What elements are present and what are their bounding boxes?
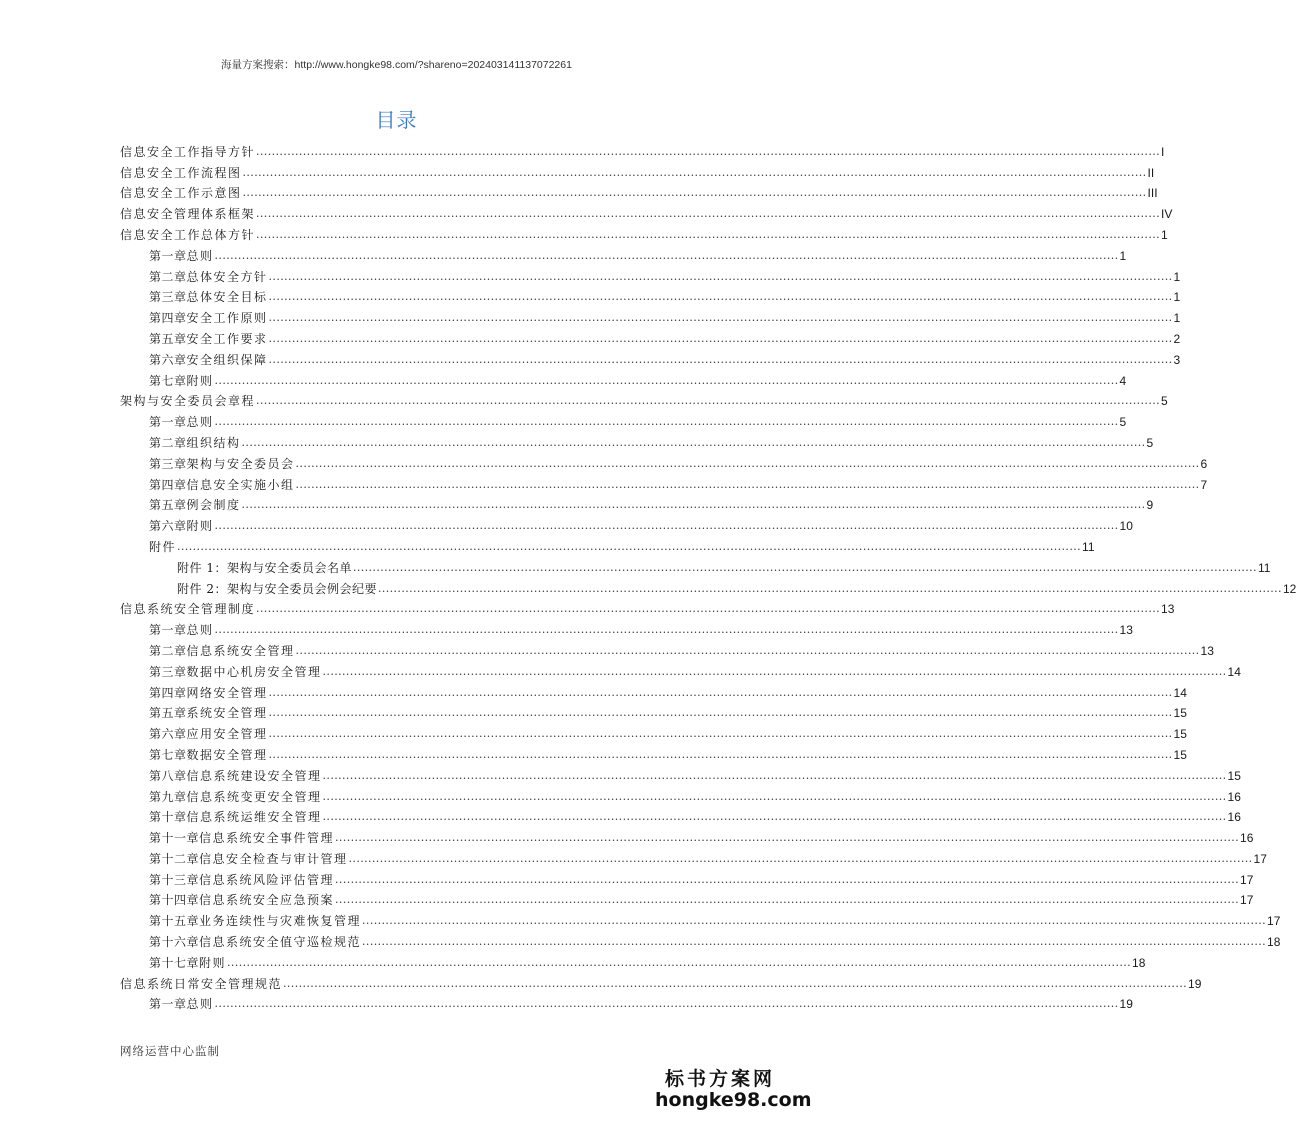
toc-page-number: 15 <box>1173 727 1187 742</box>
logo-en-text: hongke98.com <box>655 1089 812 1111</box>
toc-entry[interactable] <box>120 907 1281 929</box>
toc-page-number: 7 <box>1200 477 1208 492</box>
toc-entry[interactable] <box>120 845 1267 866</box>
toc-chapter-number: 第一章 <box>149 997 187 1012</box>
toc-entry[interactable] <box>120 554 1271 575</box>
toc-entry-title: 例会制度 <box>186 498 241 513</box>
toc-chapter-number: 第十三章 <box>149 872 200 887</box>
toc-entry-title: 数据安全管理 <box>186 747 268 762</box>
toc-page-number: 16 <box>1240 831 1254 846</box>
toc-entry-title: 信息安全工作指导方针 <box>120 144 256 159</box>
toc-entry[interactable] <box>120 284 1181 305</box>
toc-leader-dots <box>242 498 1146 512</box>
toc-chapter-number: 第一章 <box>149 415 187 430</box>
toc-entry-title: 附件 2：架构与安全委员会例会纪要 <box>177 581 377 596</box>
toc-leader-dots <box>269 748 1173 762</box>
toc-entry[interactable] <box>120 762 1241 783</box>
toc-entry-title: 总则 <box>186 997 214 1012</box>
toc-entry[interactable] <box>120 596 1175 617</box>
toc-page-number: 15 <box>1173 747 1187 762</box>
toc-entry-title: 附则 <box>186 519 214 534</box>
toc-page-number: 10 <box>1119 519 1133 534</box>
toc-leader-dots <box>256 228 1160 242</box>
toc-entry[interactable] <box>120 783 1241 804</box>
toc-chapter-number: 第三章 <box>149 290 187 305</box>
toc-leader-dots <box>215 997 1119 1011</box>
toc-entry[interactable] <box>120 242 1127 263</box>
toc-leader-dots <box>243 166 1147 180</box>
toc-page-number: 14 <box>1227 664 1241 679</box>
toc-entry[interactable] <box>120 367 1127 388</box>
toc-entry-title: 信息系统安全值守巡检规范 <box>199 935 362 950</box>
toc-page-number: 14 <box>1173 685 1187 700</box>
toc-entry-title: 数据中心机房安全管理 <box>186 664 322 679</box>
toc-page-number: 2 <box>1173 331 1181 346</box>
toc-entry-title: 安全工作要求 <box>186 331 268 346</box>
toc-leader-dots <box>215 519 1119 533</box>
toc-entry[interactable] <box>120 388 1168 409</box>
toc-leader-dots <box>269 290 1173 304</box>
toc-page-number: III <box>1147 186 1158 201</box>
toc-page-number: 18 <box>1267 935 1281 950</box>
toc-page-number: I <box>1161 144 1165 159</box>
toc-entry[interactable] <box>120 159 1155 180</box>
toc-chapter-number: 第五章 <box>149 706 187 721</box>
toc-entry-title: 信息系统安全管理 <box>186 643 295 658</box>
toc-chapter-number: 第五章 <box>149 331 187 346</box>
toc-entry-title: 信息安全工作总体方针 <box>120 227 256 242</box>
toc-page-number: 11 <box>1257 560 1271 575</box>
toc-entry[interactable] <box>120 700 1187 721</box>
toc-entry-title: 总则 <box>186 623 214 638</box>
toc-entry[interactable] <box>120 180 1158 201</box>
toc-entry[interactable] <box>120 138 1165 159</box>
toc-chapter-number: 第四章 <box>149 685 187 700</box>
toc-entry[interactable] <box>120 512 1133 534</box>
toc-entry[interactable] <box>120 720 1187 742</box>
toc-chapter-number: 第十五章 <box>149 914 200 929</box>
toc-entry[interactable] <box>120 866 1254 887</box>
toc-entry-title: 应用安全管理 <box>186 727 268 742</box>
toc-entry[interactable] <box>120 346 1181 367</box>
toc-leader-dots <box>353 561 1257 575</box>
toc-leader-dots <box>269 311 1173 325</box>
toc-leader-dots <box>215 374 1119 388</box>
toc-leader-dots <box>296 478 1200 492</box>
toc-entry[interactable] <box>120 575 1296 596</box>
toc-page-number: 1 <box>1173 290 1181 305</box>
toc-leader-dots <box>362 914 1266 928</box>
toc-chapter-number: 第八章 <box>149 768 187 783</box>
toc-page-number: 17 <box>1267 914 1281 929</box>
toc-entry[interactable] <box>120 408 1127 430</box>
toc-page-number: 12 <box>1282 581 1296 596</box>
toc-entry-title: 网络安全管理 <box>186 685 268 700</box>
toc-entry-title: 业务连续性与灾难恢复管理 <box>199 914 362 929</box>
toc-chapter-number: 第十四章 <box>149 893 200 908</box>
toc-leader-dots <box>349 852 1253 866</box>
toc-entry-title: 信息安全管理体系框架 <box>120 207 256 222</box>
toc-entry-title: 安全组织保障 <box>186 352 268 367</box>
toc-page-number: 1 <box>1173 269 1181 284</box>
page-footer: 网络运营中心监制 <box>120 1044 220 1058</box>
toc-page-number: 6 <box>1200 456 1208 471</box>
toc-leader-dots <box>335 831 1239 845</box>
toc-leader-dots <box>256 145 1160 159</box>
toc-entry-title: 信息系统日常安全管理规范 <box>120 976 283 991</box>
toc-entry[interactable] <box>120 304 1181 326</box>
toc-page-number: 13 <box>1161 602 1175 617</box>
toc-leader-dots <box>215 623 1119 637</box>
toc-entry-title: 总体安全方针 <box>186 269 268 284</box>
toc-page-number: 17 <box>1253 851 1267 866</box>
toc-chapter-number: 第四章 <box>149 477 187 492</box>
toc-title: 目录 <box>375 108 418 132</box>
toc-leader-dots <box>215 415 1119 429</box>
toc-entry-title: 信息系统运维安全管理 <box>186 810 322 825</box>
toc-leader-dots <box>243 186 1147 200</box>
toc-page-number: 9 <box>1146 498 1154 513</box>
toc-entry[interactable] <box>120 263 1181 284</box>
toc-chapter-number: 第十二章 <box>149 851 200 866</box>
toc-leader-dots <box>227 956 1131 970</box>
toc-page-number: 15 <box>1227 768 1241 783</box>
toc-chapter-number: 第四章 <box>149 311 187 326</box>
toc-entry[interactable] <box>120 616 1133 638</box>
toc-entry-title: 附件 <box>149 539 177 554</box>
toc-chapter-number: 第二章 <box>149 643 187 658</box>
toc-chapter-number: 第十章 <box>149 810 187 825</box>
toc-leader-dots <box>269 686 1173 700</box>
toc-leader-dots <box>269 270 1173 284</box>
toc-entry-title: 架构与安全委员会 <box>186 456 295 471</box>
toc-entry-title: 附则 <box>199 955 227 970</box>
toc-chapter-number: 第三章 <box>149 456 187 471</box>
toc-leader-dots <box>335 873 1239 887</box>
toc-entry[interactable] <box>120 637 1214 658</box>
toc-entry[interactable] <box>120 450 1208 471</box>
toc-entry[interactable] <box>120 658 1241 679</box>
toc-page-number: 17 <box>1240 872 1254 887</box>
toc-chapter-number: 第十一章 <box>149 831 200 846</box>
toc-leader-dots <box>283 977 1187 991</box>
toc-entry-title: 总则 <box>186 415 214 430</box>
toc-entry[interactable] <box>120 200 1173 222</box>
toc-chapter-number: 第十七章 <box>149 955 200 970</box>
toc-page-number: 11 <box>1082 539 1095 554</box>
toc-entry[interactable] <box>120 991 1133 1012</box>
toc-chapter-number: 第六章 <box>149 727 187 742</box>
toc-leader-dots <box>269 727 1173 741</box>
toc-leader-dots <box>256 394 1160 408</box>
toc-page-number: 17 <box>1240 893 1254 908</box>
toc-entry-title: 总则 <box>186 248 214 263</box>
toc-entry[interactable] <box>120 471 1208 492</box>
toc-leader-dots <box>269 332 1173 346</box>
toc-entry[interactable] <box>120 824 1254 846</box>
toc-leader-dots <box>177 540 1081 554</box>
toc-page-number: 16 <box>1227 789 1241 804</box>
toc-entry-title: 总体安全目标 <box>186 290 268 305</box>
toc-leader-dots <box>362 935 1266 949</box>
toc-entry-title: 信息系统建设安全管理 <box>186 768 322 783</box>
toc-page-number: 1 <box>1173 311 1181 326</box>
toc-entry-title: 信息安全工作流程图 <box>120 165 242 180</box>
toc-entry[interactable] <box>120 887 1254 908</box>
toc-leader-dots <box>296 457 1200 471</box>
toc-entry[interactable] <box>120 679 1187 700</box>
toc-entry[interactable] <box>120 492 1154 513</box>
toc-page-number: 5 <box>1119 415 1127 430</box>
toc-entry-title: 信息系统安全应急预案 <box>199 893 335 908</box>
toc-entry[interactable] <box>120 804 1241 825</box>
toc-leader-dots <box>323 790 1227 804</box>
toc-page-number: 13 <box>1200 643 1214 658</box>
toc-chapter-number: 第五章 <box>149 498 187 513</box>
toc-chapter-number: 第七章 <box>149 373 187 388</box>
toc-entry[interactable] <box>120 949 1146 970</box>
toc-chapter-number: 第七章 <box>149 747 187 762</box>
toc-entry[interactable] <box>120 325 1181 346</box>
toc-entry[interactable] <box>120 221 1168 242</box>
toc-entry-title: 信息安全工作示意图 <box>120 186 242 201</box>
toc-entry-title: 系统安全管理 <box>186 706 268 721</box>
toc-page-number: 5 <box>1161 394 1168 409</box>
toc-chapter-number: 第六章 <box>149 519 187 534</box>
toc-leader-dots <box>269 353 1173 367</box>
toc-entry-title: 信息系统风险评估管理 <box>199 872 335 887</box>
toc-leader-dots <box>378 582 1282 596</box>
toc-page-number: II <box>1147 165 1155 180</box>
toc-leader-dots <box>335 893 1239 907</box>
toc-entry-title: 附件 1：架构与安全委员会名单 <box>177 560 352 575</box>
toc-leader-dots <box>323 810 1227 824</box>
toc-chapter-number: 第六章 <box>149 352 187 367</box>
toc-entry[interactable] <box>120 429 1154 450</box>
toc-leader-dots <box>323 665 1227 679</box>
toc-page-number: 5 <box>1146 435 1154 450</box>
toc-entry-title: 信息安全实施小组 <box>186 477 295 492</box>
toc-entry-title: 组织结构 <box>186 435 241 450</box>
toc-chapter-number: 第二章 <box>149 435 187 450</box>
toc-page-number: IV <box>1161 207 1173 222</box>
toc-entry-title: 安全工作原则 <box>186 311 268 326</box>
toc-chapter-number: 第三章 <box>149 664 187 679</box>
toc-page-number: 16 <box>1227 810 1241 825</box>
toc-leader-dots <box>269 706 1173 720</box>
toc-page-number: 1 <box>1119 248 1127 263</box>
toc-page-number: 3 <box>1173 352 1181 367</box>
toc-page-number: 1 <box>1161 227 1168 242</box>
toc-leader-dots <box>215 249 1119 263</box>
table-of-contents <box>120 138 1296 1012</box>
toc-leader-dots <box>296 644 1200 658</box>
toc-chapter-number: 第一章 <box>149 623 187 638</box>
toc-page-number: 15 <box>1173 706 1187 721</box>
toc-entry[interactable] <box>120 533 1095 554</box>
toc-entry[interactable] <box>120 928 1281 950</box>
toc-chapter-number: 第九章 <box>149 789 187 804</box>
toc-entry-title: 信息安全检查与审计管理 <box>199 851 348 866</box>
logo-cn-text: 标书方案网 <box>664 1068 775 1090</box>
toc-entry-title: 信息系统安全事件管理 <box>199 831 335 846</box>
toc-entry-title: 信息系统变更安全管理 <box>186 789 322 804</box>
toc-page-number: 13 <box>1119 623 1133 638</box>
toc-page-number: 19 <box>1119 997 1133 1012</box>
toc-chapter-number: 第十六章 <box>149 935 200 950</box>
toc-chapter-number: 第二章 <box>149 269 187 284</box>
toc-entry[interactable] <box>120 741 1187 762</box>
toc-page-number: 18 <box>1132 955 1146 970</box>
toc-chapter-number: 第一章 <box>149 248 187 263</box>
toc-entry-title: 信息系统安全管理制度 <box>120 602 256 617</box>
toc-leader-dots <box>256 602 1160 616</box>
toc-leader-dots <box>256 207 1160 221</box>
toc-leader-dots <box>323 769 1227 783</box>
toc-page-number: 4 <box>1119 373 1127 388</box>
toc-page-number: 19 <box>1188 976 1202 991</box>
toc-leader-dots <box>242 436 1146 450</box>
page-header: 海量方案搜索：http://www.hongke98.com/?shareno=202403141137072261 <box>221 59 572 71</box>
toc-entry-title: 附则 <box>186 373 214 388</box>
toc-entry-title: 架构与安全委员会章程 <box>120 394 256 409</box>
toc-entry[interactable] <box>120 970 1202 991</box>
site-logo <box>655 1064 812 1111</box>
